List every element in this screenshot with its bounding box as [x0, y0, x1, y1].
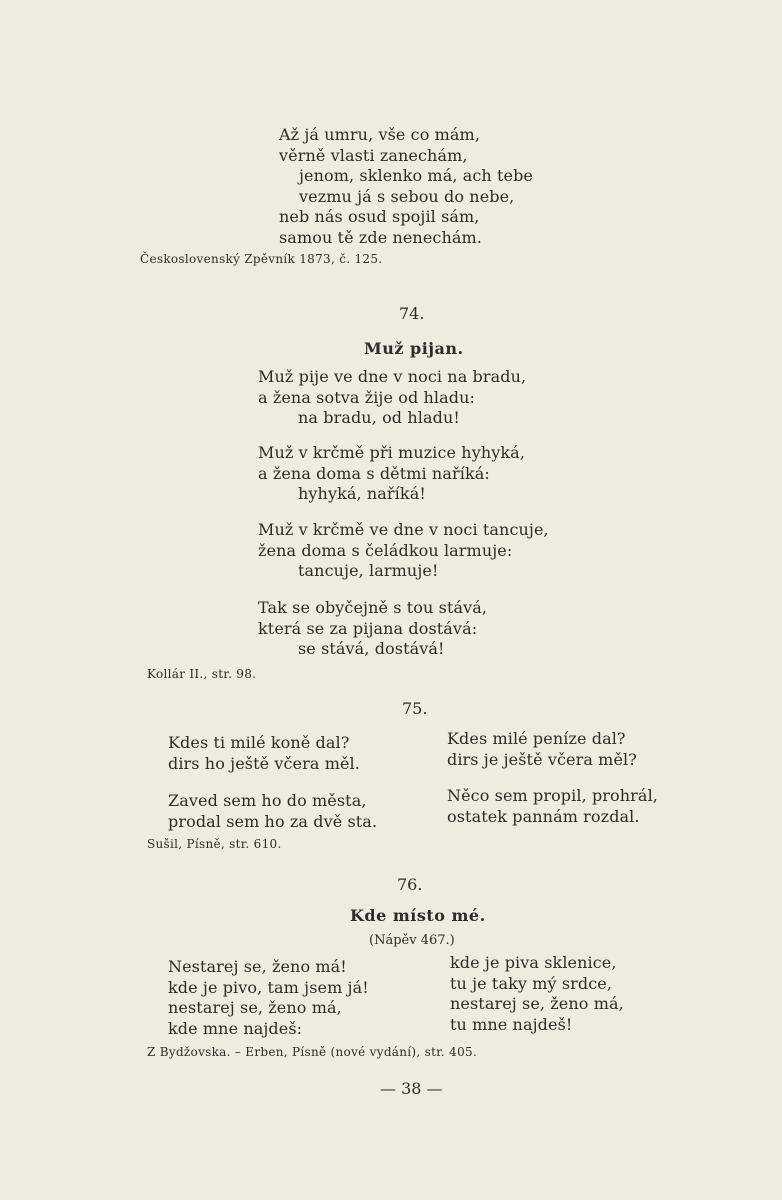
source-citation: Kollár II., str. 98. [147, 667, 257, 681]
poem-line: neb nás osud spojil sám, [279, 207, 480, 226]
poem-line: Tak se obyčejně s tou stává, [258, 598, 488, 617]
poem-line: a žena doma s dětmi naříká: [258, 463, 490, 483]
poem-line: ostatek pannám rozdal. [447, 806, 640, 826]
poem-line: kde je pivo, tam jsem já! [168, 977, 369, 997]
poem-line: Zaved sem ho do města, [168, 791, 367, 810]
stanza [258, 520, 549, 582]
poem-line: na bradu, od hladu! [298, 408, 460, 427]
stanza [258, 367, 526, 429]
stanza-right [447, 786, 658, 827]
song-title: Kde místo mé. [350, 906, 486, 925]
stanza-left [168, 733, 360, 774]
poem-line: Muž v krčmě ve dne v noci tancuje, [258, 520, 549, 539]
page-number: — 38 — [380, 1079, 443, 1098]
song-number: 74. [399, 304, 425, 323]
poem-line: dirs ho ještě včera měl. [168, 753, 360, 773]
poem-line: Muž pije ve dne v noci na bradu, [258, 367, 527, 386]
stanza [258, 443, 525, 505]
stanza-left [168, 791, 377, 832]
poem-line: tu mne najdeš! [450, 1014, 573, 1034]
poem-line: hyhyká, naříká! [298, 484, 426, 503]
poem-line: tancuje, larmuje! [298, 561, 439, 580]
source-citation: Z Bydžovska. – Erben, Písně (nové vydání), str. 405. [147, 1045, 478, 1059]
stanza [258, 598, 487, 660]
poem-top [279, 125, 533, 248]
poem-line: Kdes milé peníze dal? [447, 729, 626, 748]
stanza-right [450, 953, 624, 1035]
poem-line: Kdes ti milé koně dal? [168, 733, 350, 752]
poem-line: vezmu já s sebou do nebe, [299, 186, 515, 206]
song-number: 75. [402, 699, 428, 718]
stanza-right [447, 729, 637, 770]
poem-line: Nestarej se, ženo má! [168, 957, 347, 976]
poem-line: Muž v krčmě při muzice hyhyká, [258, 443, 525, 462]
song-title: Muž pijan. [364, 339, 464, 358]
poem-line: kde je piva sklenice, [450, 953, 617, 972]
source-citation: Sušil, Písně, str. 610. [147, 837, 282, 851]
poem-line: nestarej se, ženo má, [450, 994, 624, 1013]
tune-reference: (Nápěv 467.) [369, 933, 455, 948]
poem-line: Něco sem propil, prohrál, [447, 786, 658, 805]
poem-line: nestarej se, ženo má, [168, 998, 342, 1017]
poem-line: Až já umru, vše co mám, [279, 125, 481, 144]
poem-line: kde mne najdeš: [168, 1018, 303, 1038]
poem-line: která se za pijana dostává: [258, 618, 478, 638]
poem-line: a žena sotva žije od hladu: [258, 387, 476, 407]
source-citation: Československý Zpěvník 1873, č. 125. [140, 252, 383, 266]
song-number: 76. [397, 875, 423, 894]
poem-line: věrně vlasti zanechám, [279, 145, 468, 165]
poem-line: jenom, sklenko má, ach tebe [299, 166, 534, 185]
poem-line: tu je taky mý srdce, [450, 973, 613, 993]
poem-line: žena doma s čeládkou larmuje: [258, 540, 513, 560]
poem-line: se stává, dostává! [298, 639, 445, 658]
poem-line: dirs je ještě včera měl? [447, 749, 637, 769]
stanza-left [168, 957, 369, 1039]
poem-line: samou tě zde nenechám. [279, 227, 482, 247]
poem-line: prodal sem ho za dvě sta. [168, 811, 378, 831]
